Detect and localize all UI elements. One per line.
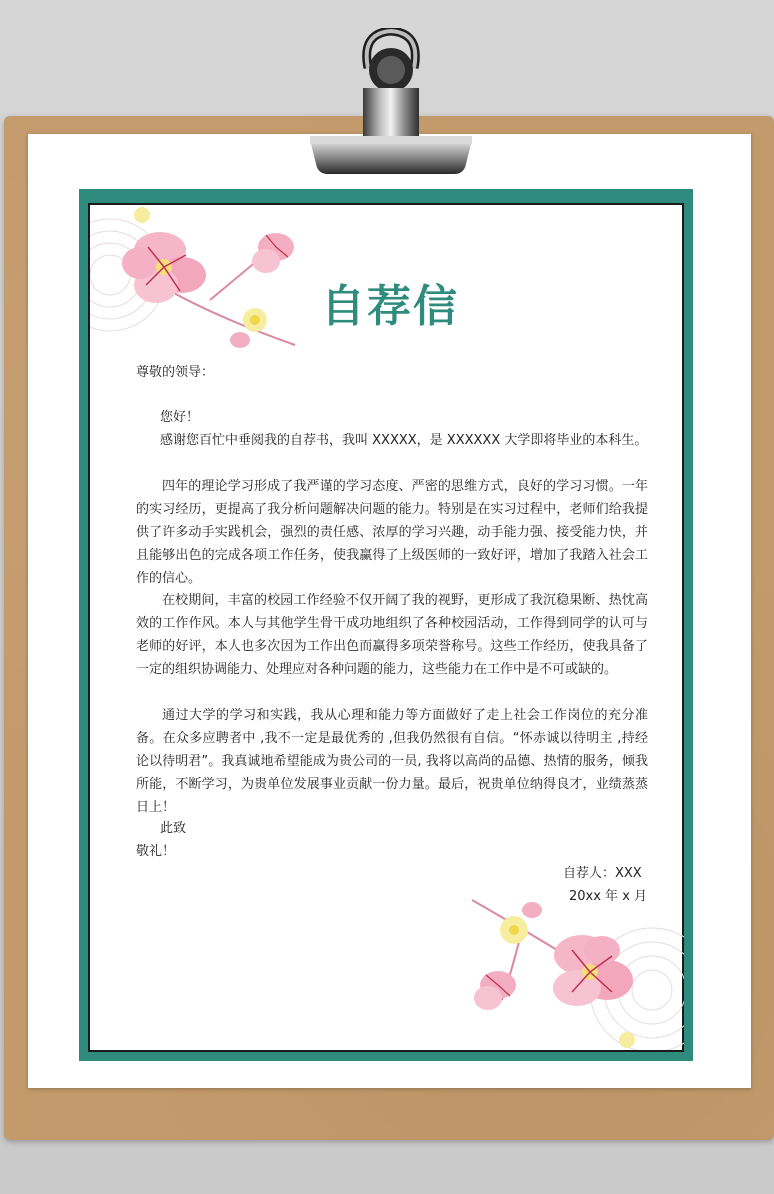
closing-line-2: 敬礼！ [136,844,176,859]
signature: 自荐人：XXX [563,866,642,881]
intro-line: 感谢您百忙中垂阅我的自荐书，我叫 XXXXX，是 XXXXXX 大学即将毕业的本科生。 [160,433,648,448]
letter-date: 20xx 年 x 月 [569,889,648,904]
paragraph-campus: 在校期间，丰富的校园工作经验不仅开阔了我的视野，更形成了我沉稳果断、热忱高效的工作作风。本人与其他学生骨干成功地组织了各种校园活动，工作得到同学的认可与老师的好评，本人也多次因为工作出色而赢得多项荣誉称号。这些工作经历，使我具备了一定的组织协调能力、处理应对各种问题的能力，这些能力在工作中是不可或缺的。 [136,593,648,677]
letter-title: 自荐信 [321,281,459,332]
binder-clip-icon [306,28,476,178]
greeting: 您好！ [160,410,200,425]
paragraph-closing: 通过大学的学习和实践，我从心理和能力等方面做好了走上社会工作岗位的充分准备。在众多应聘者中 ,我不一定是最优秀的 ,但我仍然很有自信。“怀赤诚以待明主 ,持经论以待明君”。我真诚地希望能成为贵公司的一员, 我将以高尚的品德、热情的服务，倾我所能，不断学习，为贵单位发展事业贡献一份力量。最后，祝贵单位纳得良才，业绩蒸蒸日上！ [136,708,648,815]
paragraph-study: 四年的理论学习形成了我严谨的学习态度、严密的思维方式，良好的学习习惯。一年的实习经历，更提高了我分析问题解决问题的能力。特别是在实习过程中，老师们给我提供了许多动手实践机会，强烈的责任感、浓厚的学习兴趣，动手能力强、接受能力快，并且能够出色的完成各项工作任务，使我赢得了上级医师的一致好评，增加了我踏入社会工作的信心。 [136,479,648,586]
closing-line-1: 此致 [160,821,187,836]
salutation: 尊敬的领导： [136,365,215,380]
